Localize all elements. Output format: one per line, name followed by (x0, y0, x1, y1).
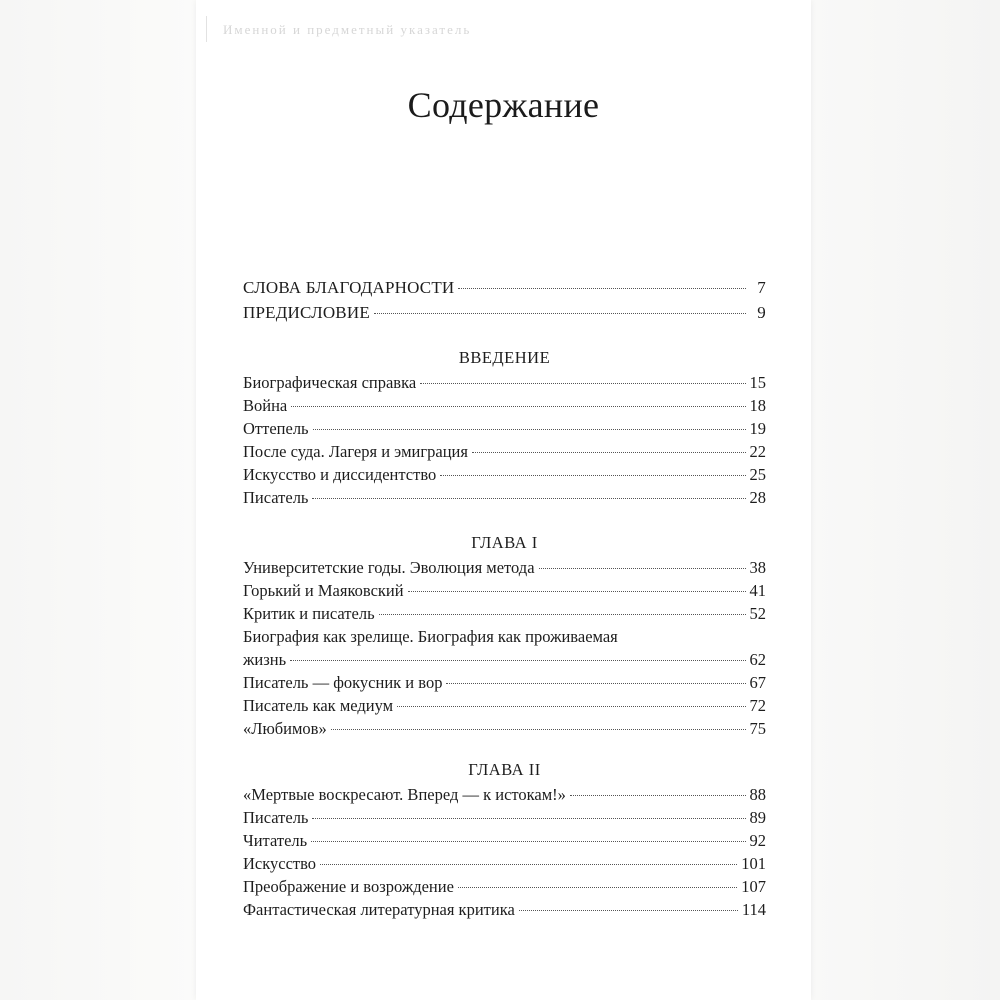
toc-entry-title: Писатель (243, 488, 309, 507)
section-heading-chapter-1: ГЛАВА I (471, 533, 538, 552)
dot-leader (312, 818, 745, 819)
dot-leader (291, 406, 745, 407)
toc-entry[interactable] (243, 673, 766, 693)
dot-leader (539, 568, 746, 569)
toc-entry-page: 67 (749, 673, 766, 692)
dot-leader (331, 729, 746, 730)
dot-leader (408, 591, 746, 592)
dot-leader (312, 498, 745, 499)
toc-entry-page: 62 (749, 650, 766, 669)
dot-leader (379, 614, 746, 615)
toc-entry-title: ПРЕДИСЛОВИЕ (243, 303, 370, 322)
facing-page-edge-left (0, 0, 196, 1000)
toc-entry-acknowledgements[interactable] (243, 278, 766, 298)
running-head-rule (206, 16, 207, 42)
toc-entry-page: 41 (749, 581, 766, 600)
toc-entry-title-line1[interactable]: Биография как зрелище. Биография как проживаемая (243, 627, 618, 646)
toc-entry[interactable] (243, 396, 766, 416)
dot-leader (290, 660, 745, 661)
dot-leader (374, 313, 746, 314)
toc-entry[interactable] (243, 831, 766, 851)
dot-leader (320, 864, 737, 865)
toc-entry-page: 9 (757, 303, 766, 322)
toc-entry-title: Писатель как медиум (243, 696, 394, 715)
toc-entry-page: 114 (741, 900, 766, 919)
toc-entry[interactable] (243, 650, 766, 670)
book-page (196, 0, 811, 1000)
toc-entry[interactable] (243, 604, 766, 624)
toc-entry-page: 18 (749, 396, 766, 415)
toc-entry-page: 92 (749, 831, 766, 850)
toc-entry-preface[interactable] (243, 303, 766, 323)
toc-entry-page: 15 (749, 373, 766, 392)
toc-entry[interactable] (243, 488, 766, 508)
toc-entry-title: Искусство и диссидентство (243, 465, 437, 484)
toc-entry-page: 7 (757, 278, 766, 297)
toc-entry-title: Фантастическая литературная критика (243, 900, 515, 919)
dot-leader (519, 910, 738, 911)
toc-entry-page: 28 (749, 488, 766, 507)
running-head-bleedthrough (206, 22, 801, 42)
toc-entry-page: 38 (749, 558, 766, 577)
toc-entry-page: 101 (741, 854, 766, 873)
toc-entry-title: Искусство (243, 854, 317, 873)
dot-leader (313, 429, 746, 430)
toc-entry-title: «Мертвые воскресают. Вперед — к истокам!» (243, 785, 566, 804)
toc-entry[interactable] (243, 558, 766, 578)
dot-leader (311, 841, 745, 842)
toc-entry[interactable] (243, 719, 766, 739)
toc-entry-title: Горький и Маяковский (243, 581, 404, 600)
dot-leader (472, 452, 746, 453)
dot-leader (458, 887, 737, 888)
toc-entry-title: После суда. Лагеря и эмиграция (243, 442, 468, 461)
toc-entry-title: Война (243, 396, 288, 415)
toc-entry[interactable] (243, 373, 766, 393)
toc-entry-title: жизнь (243, 650, 287, 669)
dot-leader (440, 475, 745, 476)
toc-entry[interactable] (243, 696, 766, 716)
toc-entry-title: Университетские годы. Эволюция метода (243, 558, 535, 577)
section-heading-introduction: ВВЕДЕНИЕ (458, 348, 551, 367)
toc-entry-page: 52 (749, 604, 766, 623)
toc-entry-page: 25 (749, 465, 766, 484)
toc-entry-page: 88 (749, 785, 766, 804)
toc-entry[interactable] (243, 900, 766, 920)
toc-entry-title: Преображение и возрождение (243, 877, 454, 896)
page-title: Содержание (407, 85, 600, 125)
toc-entry-page: 19 (749, 419, 766, 438)
toc-entry-title: Критик и писатель (243, 604, 375, 623)
dot-leader (446, 683, 745, 684)
dot-leader (420, 383, 745, 384)
toc-entry-title: Читатель (243, 831, 308, 850)
toc-entry-title: Биографическая справка (243, 373, 417, 392)
toc-entry-title: СЛОВА БЛАГОДАРНОСТИ (243, 278, 455, 297)
section-heading-chapter-2: ГЛАВА II (468, 760, 541, 779)
toc-entry[interactable] (243, 465, 766, 485)
toc-entry-page: 89 (749, 808, 766, 827)
toc-entry-title: «Любимов» (243, 719, 327, 738)
dot-leader (570, 795, 746, 796)
toc-entry-page: 72 (749, 696, 766, 715)
toc-entry[interactable] (243, 854, 766, 874)
toc-entry-title: Оттепель (243, 419, 309, 438)
running-head-text: Именной и предметный указатель (223, 22, 472, 37)
facing-page-edge-right (811, 0, 1000, 1000)
toc-entry-title: Писатель (243, 808, 309, 827)
toc-entry[interactable] (243, 808, 766, 828)
toc-entry-title: Писатель — фокусник и вор (243, 673, 443, 692)
dot-leader (397, 706, 745, 707)
toc-entry[interactable] (243, 877, 766, 897)
toc-entry-page: 22 (749, 442, 766, 461)
toc-entry[interactable] (243, 419, 766, 439)
toc-entry-page: 107 (741, 877, 766, 896)
toc-entry[interactable] (243, 785, 766, 805)
dot-leader (458, 288, 746, 289)
toc-entry[interactable] (243, 581, 766, 601)
toc-entry[interactable] (243, 442, 766, 462)
toc-entry-page: 75 (749, 719, 766, 738)
